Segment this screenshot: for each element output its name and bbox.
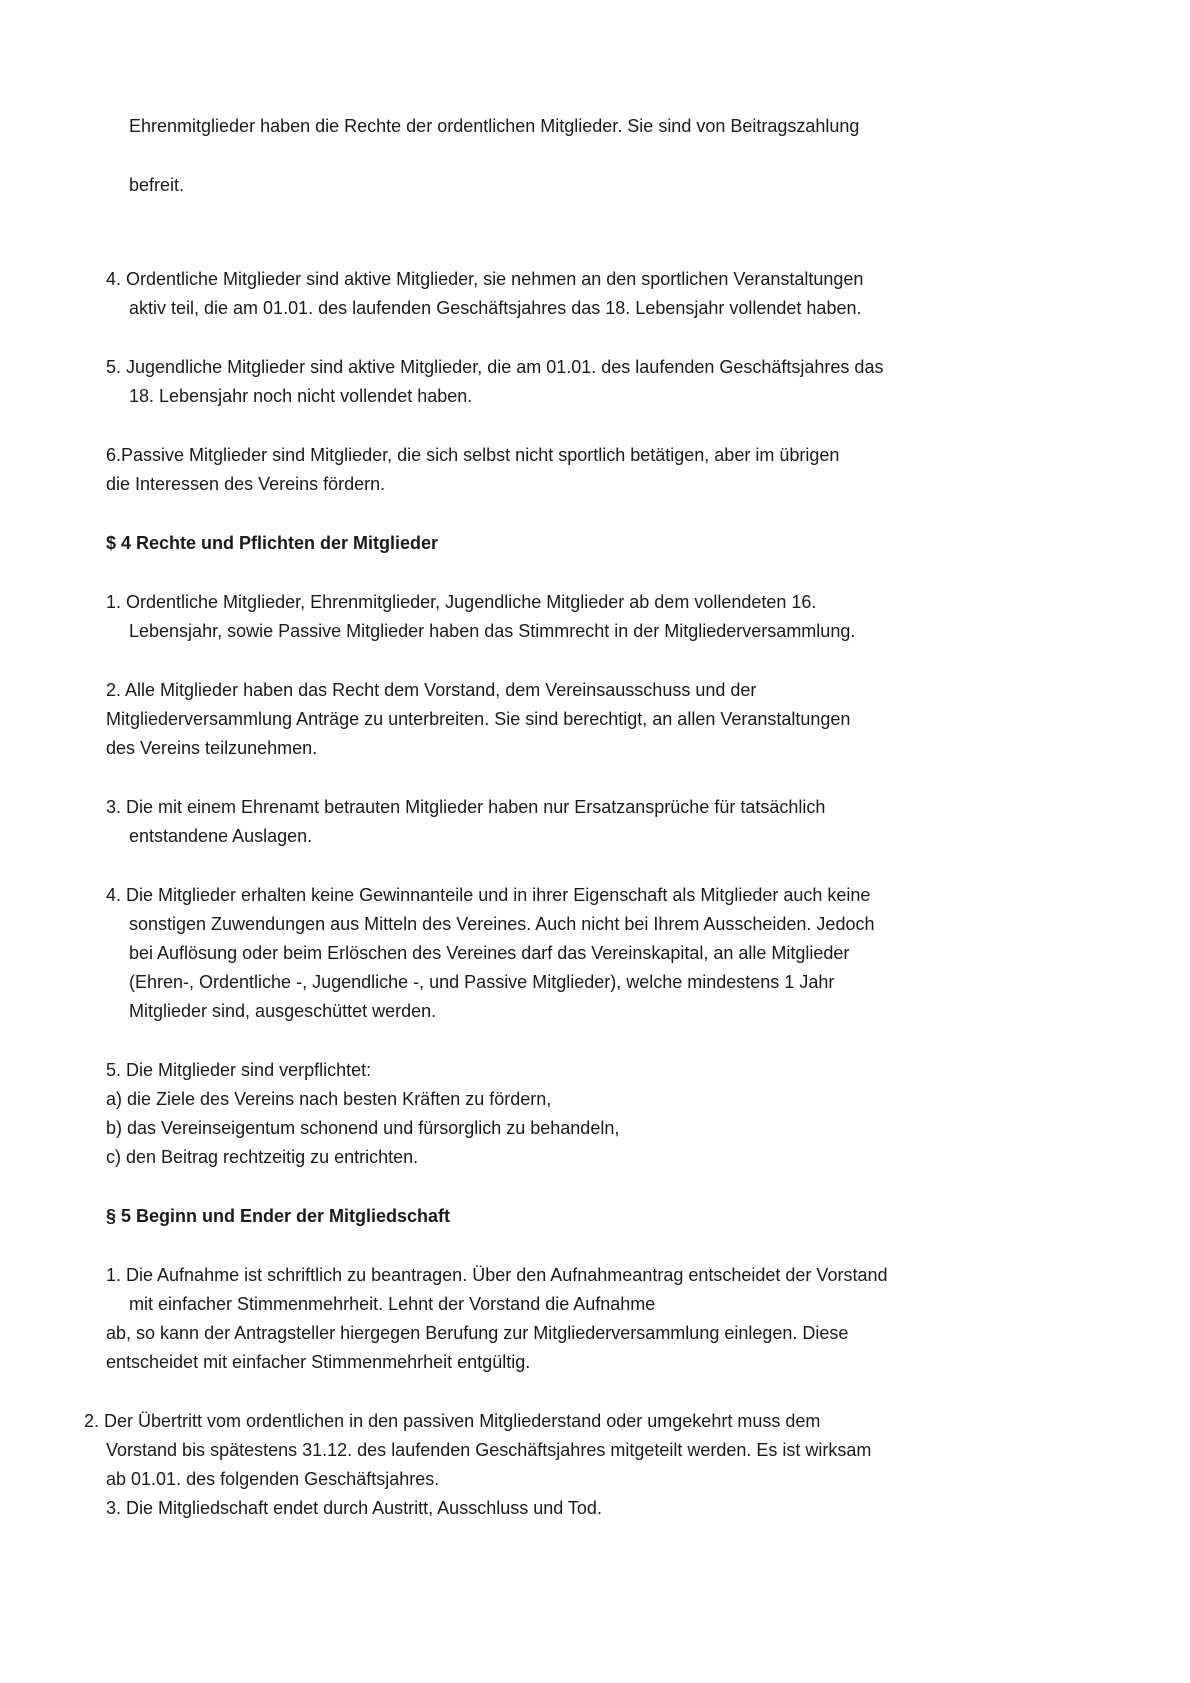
list-item-line: aktiv teil, die am 01.01. des laufenden Geschäftsjahres das 18. Lebensjahr vollendet haben. — [129, 298, 862, 318]
list-item-line: sonstigen Zuwendungen aus Mitteln des Vereines. Auch nicht bei Ihrem Ausscheiden. Jedoch — [129, 914, 875, 934]
list-item-line: 5. Die Mitglieder sind verpflichtet: — [106, 1060, 372, 1080]
list-item-line: 5. Jugendliche Mitglieder sind aktive Mitglieder, die am 01.01. des laufenden Geschäftsjahres das — [106, 357, 884, 377]
list-item-line: entscheidet mit einfacher Stimmenmehrheit entgültig. — [106, 1352, 531, 1372]
list-item-line: 4. Die Mitglieder erhalten keine Gewinnanteile und in ihrer Eigenschaft als Mitglieder auch keine — [106, 885, 871, 905]
list-item-line: Mitglieder sind, ausgeschüttet werden. — [129, 1001, 437, 1021]
sub-item-line: a) die Ziele des Vereins nach besten Kräften zu fördern, — [106, 1089, 552, 1109]
list-item-line: ab 01.01. des folgenden Geschäftsjahres. — [106, 1469, 440, 1489]
list-item-line: des Vereins teilzunehmen. — [106, 738, 318, 758]
list-item-line: die Interessen des Vereins fördern. — [106, 474, 386, 494]
list-item-line: Lebensjahr, sowie Passive Mitglieder haben das Stimmrecht in der Mitgliederversammlung. — [129, 621, 856, 641]
list-item-line: 18. Lebensjahr noch nicht vollendet haben. — [129, 386, 473, 406]
list-item-line: Vorstand bis spätestens 31.12. des laufenden Geschäftsjahres mitgeteilt werden. Es ist wirksam — [106, 1440, 872, 1460]
list-item-line: 2. Alle Mitglieder haben das Recht dem Vorstand, dem Vereinsausschuss und der — [106, 680, 757, 700]
paragraph-line: befreit. — [129, 175, 185, 195]
list-item-line: 6.Passive Mitglieder sind Mitglieder, die sich selbst nicht sportlich betätigen, aber im übrigen — [106, 445, 840, 465]
list-item-line: 1. Ordentliche Mitglieder, Ehrenmitglieder, Jugendliche Mitglieder ab dem vollendeten 16. — [106, 592, 817, 612]
paragraph-line: Ehrenmitglieder haben die Rechte der ordentlichen Mitglieder. Sie sind von Beitragszahlung — [129, 116, 860, 136]
list-item-line: ab, so kann der Antragsteller hiergegen Berufung zur Mitgliederversammlung einlegen. Diese — [106, 1323, 849, 1343]
section-heading-5: § 5 Beginn und Ender der Mitgliedschaft — [106, 1206, 451, 1226]
list-item-line: 3. Die mit einem Ehrenamt betrauten Mitglieder haben nur Ersatzansprüche für tatsächlich — [106, 797, 826, 817]
list-item-line: 1. Die Aufnahme ist schriftlich zu beantragen. Über den Aufnahmeantrag entscheidet der Vorstand — [106, 1265, 888, 1285]
list-item-line: (Ehren-, Ordentliche -, Jugendliche -, und Passive Mitglieder), welche mindestens 1 Jahr — [129, 972, 835, 992]
list-item-line: 2. Der Übertritt vom ordentlichen in den passiven Mitgliederstand oder umgekehrt muss dem — [84, 1411, 821, 1431]
list-item-line: mit einfacher Stimmenmehrheit. Lehnt der Vorstand die Aufnahme — [129, 1294, 656, 1314]
list-item-line: 4. Ordentliche Mitglieder sind aktive Mitglieder, sie nehmen an den sportlichen Veranstaltungen — [106, 269, 864, 289]
sub-item-line: b) das Vereinseigentum schonend und fürsorglich zu behandeln, — [106, 1118, 620, 1138]
list-item-line: entstandene Auslagen. — [129, 826, 313, 846]
list-item-line: Mitgliederversammlung Anträge zu unterbreiten. Sie sind berechtigt, an allen Veranstaltungen — [106, 709, 851, 729]
list-item-line: bei Auflösung oder beim Erlöschen des Vereines darf das Vereinskapital, an alle Mitglieder — [129, 943, 850, 963]
section-heading-4: $ 4 Rechte und Pflichten der Mitglieder — [106, 533, 439, 553]
list-item-line: 3. Die Mitgliedschaft endet durch Austritt, Ausschluss und Tod. — [106, 1498, 602, 1518]
sub-item-line: c) den Beitrag rechtzeitig zu entrichten. — [106, 1147, 419, 1167]
